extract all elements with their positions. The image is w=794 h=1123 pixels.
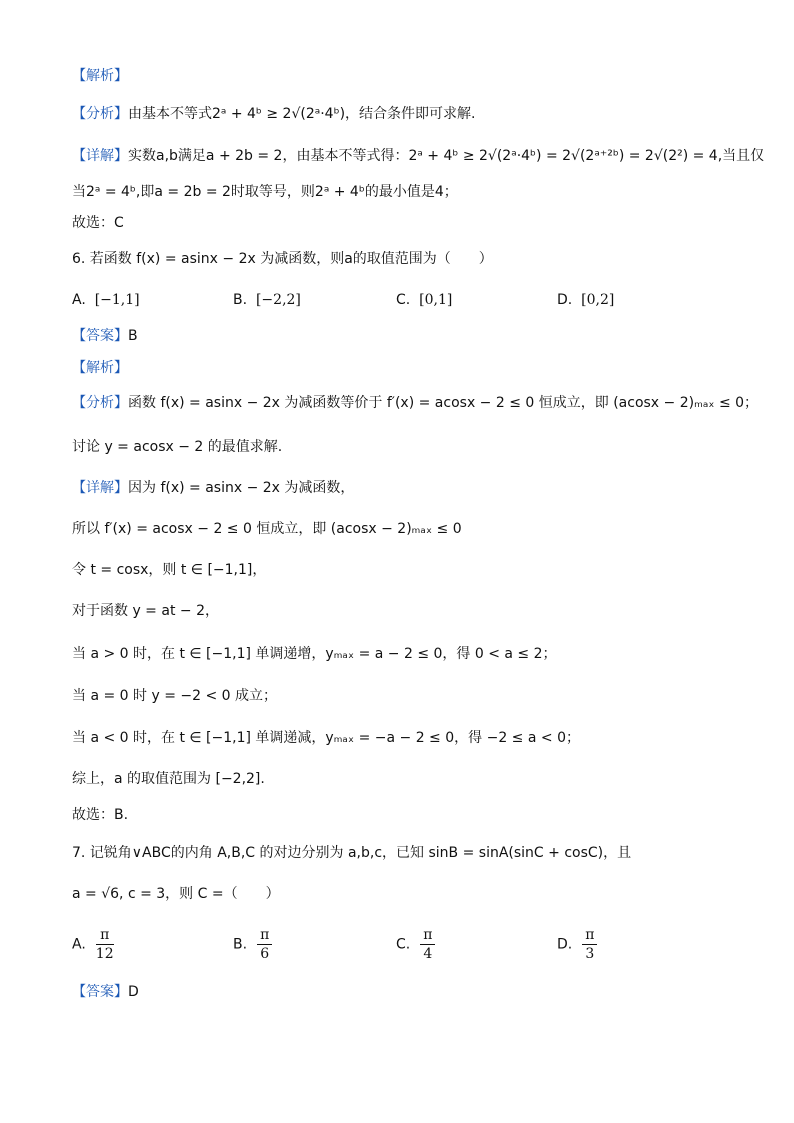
q6-xiangjie-step-2: 令 t = cosx，则 t ∈ [−1,1]，	[72, 562, 267, 578]
q6-answer-value: B	[128, 328, 138, 344]
q7-option-b-den: 6	[260, 946, 270, 962]
q7-stem-line2: a = √6, c = 3，则 C =（ ）	[72, 886, 280, 902]
q7-option-d-den: 3	[585, 946, 595, 962]
q6-jiexi-heading: 【解析】	[72, 360, 128, 376]
q6-answer-tag: 【答案】	[72, 328, 128, 344]
q7-option-a-num: π	[96, 926, 114, 945]
q6-option-c	[396, 290, 452, 310]
q7-option-b-num: π	[257, 926, 272, 945]
q6-xiangjie-step-1: 所以 f′(x) = acosx − 2 ≤ 0 恒成立，即 (acosx − 2)ₘₐₓ ≤ 0	[72, 521, 462, 537]
q7-answer-tag: 【答案】	[72, 984, 128, 1000]
q6-option-d-label: D.	[557, 292, 573, 308]
q5-fenxi	[72, 104, 476, 124]
q5-fenxi-text: 由基本不等式2ᵃ + 4ᵇ ≥ 2√(2ᵃ·4ᵇ)，结合条件即可求解.	[128, 106, 476, 122]
q7-option-a-fraction	[96, 926, 114, 963]
q7-answer-value: D	[128, 984, 139, 1000]
q6-xiangjie-step-3: 对于函数 y = at − 2，	[72, 603, 219, 619]
q6-answer	[72, 326, 138, 346]
q6-fenxi-text1: 函数 f(x) = asinx − 2x 为减函数等价于 f′(x) = acosx − 2 ≤ 0 恒成立，即 (acosx − 2)ₘₐₓ ≤ 0；	[128, 395, 759, 411]
q6-option-d-value: [0,2]	[581, 292, 615, 308]
q6-option-b-value: [−2,2]	[255, 292, 301, 308]
q6-stem: 6. 若函数 f(x) = asinx − 2x 为减函数，则a的取值范围为（ ）	[72, 251, 493, 267]
q6-option-c-label: C.	[396, 292, 411, 308]
q6-xiangjie-step-0	[72, 478, 354, 498]
q5-xiangjie-text1: 实数a,b满足a + 2b = 2，由基本不等式得：2ᵃ + 4ᵇ ≥ 2√(2ᵃ·4ᵇ) = 2√(2ᵃ⁺²ᵇ) = 2√(2²) = 4,当且仅	[128, 148, 765, 164]
q5-answer-line: 故选：C	[72, 215, 124, 231]
q5-xiangjie-line1	[72, 146, 764, 166]
q6-option-d	[557, 290, 614, 310]
q7-option-c-den: 4	[423, 946, 433, 962]
q7-option-c-num: π	[420, 926, 435, 945]
q6-xiangjie-tag: 【详解】	[72, 480, 128, 496]
q6-option-a-label: A.	[72, 292, 86, 308]
q6-step-text-0: 因为 f(x) = asinx − 2x 为减函数，	[128, 480, 355, 496]
q7-option-c	[396, 926, 435, 963]
q7-option-d-num: π	[582, 926, 597, 945]
q5-jiexi-heading: 【解析】	[72, 68, 128, 84]
q5-xiangjie-line2: 当2ᵃ = 4ᵇ,即a = 2b = 2时取等号，则2ᵃ + 4ᵇ的最小值是4；	[72, 184, 458, 200]
q7-option-d-label: D.	[557, 936, 573, 953]
q6-xiangjie-step-7: 综上，a 的取值范围为 [−2,2].	[72, 771, 265, 787]
q7-option-d-fraction	[582, 926, 597, 963]
q6-option-a	[72, 290, 140, 310]
q7-option-d	[557, 926, 597, 963]
q7-option-a-den: 12	[95, 946, 114, 962]
q7-option-b-fraction	[257, 926, 272, 963]
q7-option-c-fraction	[420, 926, 435, 963]
q7-option-a	[72, 926, 114, 963]
q7-answer	[72, 982, 139, 1002]
q5-fenxi-tag: 【分析】	[72, 106, 128, 122]
q6-xiangjie-step-8: 故选：B.	[72, 807, 129, 823]
q6-xiangjie-step-4: 当 a > 0 时，在 t ∈ [−1,1] 单调递增，yₘₐₓ = a − 2 ≤ 0，得 0 < a ≤ 2；	[72, 646, 557, 662]
q6-fenxi-line2: 讨论 y = acosx − 2 的最值求解.	[72, 439, 283, 455]
q7-option-b-label: B.	[233, 936, 248, 953]
q6-option-a-value: [−1,1]	[94, 292, 140, 308]
q7-option-c-label: C.	[396, 936, 411, 953]
q7-option-a-label: A.	[72, 936, 86, 953]
q6-fenxi-tag: 【分析】	[72, 395, 128, 411]
q6-option-c-value: [0,1]	[419, 292, 453, 308]
q6-option-b-label: B.	[233, 292, 248, 308]
q6-option-b	[233, 290, 301, 310]
q7-option-b	[233, 926, 272, 963]
q7-stem-line1: 7. 记锐角∨ABC的内角 A,B,C 的对边分别为 a,b,c，已知 sinB = sinA(sinC + cosC)，且	[72, 845, 632, 861]
q6-fenxi-line1	[72, 393, 758, 413]
q5-xiangjie-tag: 【详解】	[72, 148, 128, 164]
q6-xiangjie-step-6: 当 a < 0 时，在 t ∈ [−1,1] 单调递减，yₘₐₓ = −a − 2 ≤ 0，得 −2 ≤ a < 0；	[72, 730, 580, 746]
q6-xiangjie-step-5: 当 a = 0 时 y = −2 < 0 成立；	[72, 688, 278, 704]
